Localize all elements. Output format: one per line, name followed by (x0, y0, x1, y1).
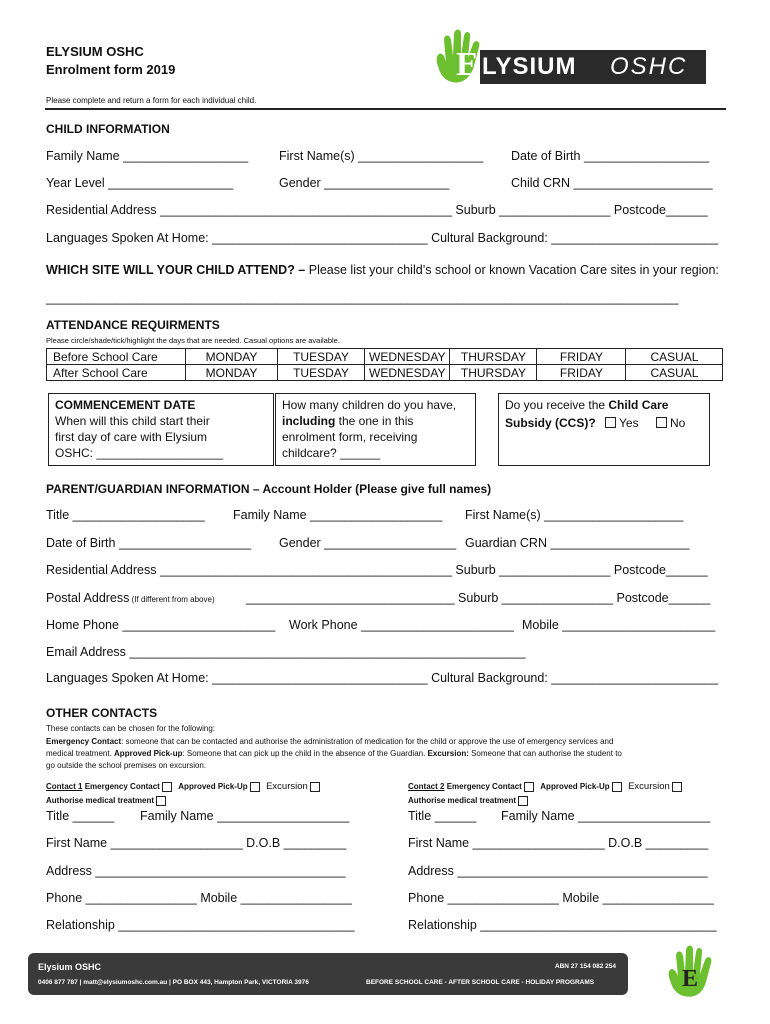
child-crn-field[interactable]: Child CRN ____________________ (511, 176, 713, 190)
opt-ec-label: Emergency Contact (446, 782, 522, 791)
opt-ec-label: Emergency Contact (84, 782, 160, 791)
ccs-bold: Child Care (608, 398, 669, 412)
parent-languages-field[interactable]: Languages Spoken At Home: _______________________________ Cultural Background: ________________________ (46, 671, 719, 685)
day-cell-wednesday[interactable]: WEDNESDAY (365, 365, 450, 381)
children-line-rest: the one in this (335, 414, 414, 428)
opt-ex-label: Excursion (628, 781, 670, 792)
ccs-question (505, 397, 703, 413)
c2-family-name-field[interactable]: Family Name ___________________ (501, 809, 711, 823)
opt-med-label: Authorise medical treatment (46, 796, 155, 806)
site-question-bold: WHICH SITE WILL YOUR CHILD ATTEND? – (46, 263, 306, 277)
postal-label: Postal Address (46, 591, 130, 605)
c2-ap-checkbox[interactable] (612, 782, 622, 792)
postal-address-label (46, 591, 215, 605)
parent-info-heading: PARENT/GUARDIAN INFORMATION – Account Holder (Please give full names) (46, 482, 492, 496)
c2-title-field[interactable]: Title ______ (408, 809, 477, 823)
mobile-field[interactable]: Mobile ______________________ (522, 618, 716, 632)
logo-text: LYSIUM (482, 53, 577, 80)
c2-ex-checkbox[interactable] (672, 782, 682, 792)
contact-1-title: Contact 1 (46, 782, 83, 791)
opt-ex-label: Excursion (266, 781, 308, 792)
ex-text: Someone that can authorise the student to (468, 749, 622, 758)
day-cell-wednesday[interactable]: WEDNESDAY (365, 349, 450, 365)
child-info-heading: CHILD INFORMATION (46, 122, 170, 136)
ec-bold: Emergency Contact (46, 737, 122, 746)
including-bold: including (282, 414, 336, 428)
day-cell-thursday[interactable]: THURSDAY (450, 365, 537, 381)
site-answer-line[interactable]: ___________________________________________________________________________________________ (46, 291, 679, 305)
row-label: After School Care (47, 365, 186, 381)
day-cell-friday[interactable]: FRIDAY (537, 365, 626, 381)
row-label: Before School Care (47, 349, 186, 365)
children-count-box[interactable] (275, 393, 476, 466)
contacts-desc-line-3: go outside the school premises on excursion. (46, 761, 207, 770)
opt-ap-label: Approved Pick-Up (178, 782, 248, 791)
attendance-heading: ATTENDANCE REQUIRMENTS (46, 318, 220, 332)
contacts-desc-line-2 (46, 749, 622, 758)
child-address-field[interactable]: Residential Address __________________________________________ Suburb ________________ Postcode______ (46, 203, 708, 217)
child-year-level-field[interactable]: Year Level __________________ (46, 176, 234, 190)
child-first-names-field[interactable]: First Name(s) __________________ (279, 149, 484, 163)
c2-ec-checkbox[interactable] (524, 782, 534, 792)
ccs-bold: Subsidy (CCS)? (505, 416, 596, 430)
c1-first-dob-field[interactable]: First Name ___________________ D.O.B _________ (46, 836, 347, 850)
site-question-rest: Please list your child’s school or known Vacation Care sites in your region: (305, 263, 719, 277)
c1-ap-checkbox[interactable] (250, 782, 260, 792)
commencement-date-field[interactable]: OSHC: ___________________ (55, 446, 224, 460)
ccs-no-checkbox[interactable] (656, 417, 667, 428)
ccs-options (505, 415, 703, 431)
site-question (46, 263, 719, 277)
header-divider (45, 108, 726, 110)
email-field[interactable]: Email Address _________________________________________________________ (46, 645, 526, 659)
child-dob-field[interactable]: Date of Birth __________________ (511, 149, 710, 163)
c2-phone-mobile-field[interactable]: Phone ________________ Mobile ________________ (408, 891, 714, 905)
footer-logo (664, 944, 720, 998)
org-name: ELYSIUM OSHC (46, 44, 144, 59)
contact-1-medical (46, 796, 168, 806)
c1-address-field[interactable]: Address ____________________________________ (46, 864, 346, 878)
c1-relationship-field[interactable]: Relationship __________________________________ (46, 918, 355, 932)
child-family-name-field[interactable]: Family Name __________________ (46, 149, 249, 163)
ccs-yes-label: Yes (619, 416, 639, 430)
children-line: enrolment form, receiving (282, 430, 418, 444)
day-cell-casual[interactable]: CASUAL (626, 349, 723, 365)
opt-ap-label: Approved Pick-Up (540, 782, 610, 791)
day-cell-casual[interactable]: CASUAL (626, 365, 723, 381)
form-title: Enrolment form 2019 (46, 62, 176, 77)
ec-text: : someone that can be contacted and authorise the administration of medication for the child or approve the use of emergency services and (121, 737, 614, 746)
day-cell-monday[interactable]: MONDAY (186, 349, 278, 365)
children-count-field[interactable]: childcare? ______ (282, 446, 381, 460)
commencement-line: first day of care with Elysium (55, 430, 208, 444)
c2-med-checkbox[interactable] (518, 796, 528, 806)
c2-relationship-field[interactable]: Relationship __________________________________ (408, 918, 717, 932)
parent-dob-field[interactable]: Date of Birth ___________________ (46, 536, 252, 550)
attendance-row-before (47, 349, 723, 365)
footer-org-name: Elysium OSHC (38, 962, 102, 972)
logo-oshc: OSHC (610, 53, 688, 80)
parent-gender-field[interactable]: Gender ___________________ (279, 536, 457, 550)
work-phone-field[interactable]: Work Phone ______________________ (289, 618, 514, 632)
footer-logo-e: E (682, 966, 699, 992)
parent-family-name-field[interactable]: Family Name ___________________ (233, 508, 443, 522)
ccs-box (498, 393, 710, 466)
day-cell-tuesday[interactable]: TUESDAY (278, 365, 365, 381)
footer-contact: 0406 877 787 | matt@elysiumoshc.com.au | PO BOX 443, Hampton Park, VICTORIA 3976 (38, 979, 309, 986)
postal-address-field[interactable]: ______________________________ Suburb ________________ Postcode______ (246, 591, 711, 605)
contacts-intro: These contacts can be chosen for the following: (46, 724, 215, 733)
children-line-2 (282, 413, 469, 429)
parent-address-field[interactable]: Residential Address __________________________________________ Suburb ________________ Postcode______ (46, 563, 708, 577)
c1-med-checkbox[interactable] (156, 796, 166, 806)
ap-text: : Someone that can pick up the child in the absence of the Guardian. (182, 749, 428, 758)
attendance-note: Please circle/shade/tick/highlight the days that are needed. Casual options are available. (46, 336, 340, 345)
contact-1-options (46, 781, 322, 792)
attendance-table (46, 348, 723, 381)
opt-med-label: Authorise medical treatment (408, 796, 517, 806)
contact-2-medical (408, 796, 530, 806)
day-cell-thursday[interactable]: THURSDAY (450, 349, 537, 365)
c1-phone-mobile-field[interactable]: Phone ________________ Mobile ________________ (46, 891, 352, 905)
ccs-no-label: No (669, 416, 686, 430)
commencement-line: When will this child start their (55, 414, 210, 428)
day-cell-tuesday[interactable]: TUESDAY (278, 349, 365, 365)
parent-title-field[interactable]: Title ___________________ (46, 508, 205, 522)
child-gender-field[interactable]: Gender __________________ (279, 176, 450, 190)
logo-e: E (456, 46, 479, 83)
c1-family-name-field[interactable]: Family Name ___________________ (140, 809, 350, 823)
c2-address-field[interactable]: Address ____________________________________ (408, 864, 708, 878)
c1-ex-checkbox[interactable] (310, 782, 320, 792)
day-cell-monday[interactable]: MONDAY (186, 365, 278, 381)
form-instruction: Please complete and return a form for each individual child. (46, 96, 257, 105)
commencement-box[interactable] (48, 393, 274, 466)
footer-abn: ABN 27 154 082 254 (554, 963, 616, 970)
contacts-desc-line-1 (46, 737, 613, 746)
contact-2-title: Contact 2 (408, 782, 445, 791)
c1-title-field[interactable]: Title ______ (46, 809, 115, 823)
day-cell-friday[interactable]: FRIDAY (537, 349, 626, 365)
footer-programs: BEFORE SCHOOL CARE - AFTER SCHOOL CARE - HOLIDAY PROGRAMS (366, 979, 595, 986)
home-phone-field[interactable]: Home Phone ______________________ (46, 618, 276, 632)
commencement-title: COMMENCEMENT DATE (55, 398, 196, 412)
other-contacts-heading: OTHER CONTACTS (46, 706, 158, 720)
attendance-row-after (47, 365, 723, 381)
guardian-crn-field[interactable]: Guardian CRN ____________________ (465, 536, 690, 550)
ap-bold: Approved Pick-up (114, 749, 183, 758)
ccs-question-text: Do you receive the (505, 398, 609, 412)
c2-first-dob-field[interactable]: First Name ___________________ D.O.B _________ (408, 836, 709, 850)
children-line: How many children do you have, (282, 398, 457, 412)
contact-2-options (408, 781, 684, 792)
desc-text: medical treatment. (46, 749, 115, 758)
postal-note: (If different from above) (129, 595, 215, 604)
footer-bar (28, 953, 628, 995)
ccs-yes-checkbox[interactable] (605, 417, 616, 428)
parent-first-names-field[interactable]: First Name(s) ____________________ (465, 508, 684, 522)
elysium-logo (430, 26, 710, 88)
child-languages-field[interactable]: Languages Spoken At Home: _______________________________ Cultural Background: ________________________ (46, 231, 719, 245)
ex-bold: Excursion: (427, 749, 469, 758)
c1-ec-checkbox[interactable] (162, 782, 172, 792)
